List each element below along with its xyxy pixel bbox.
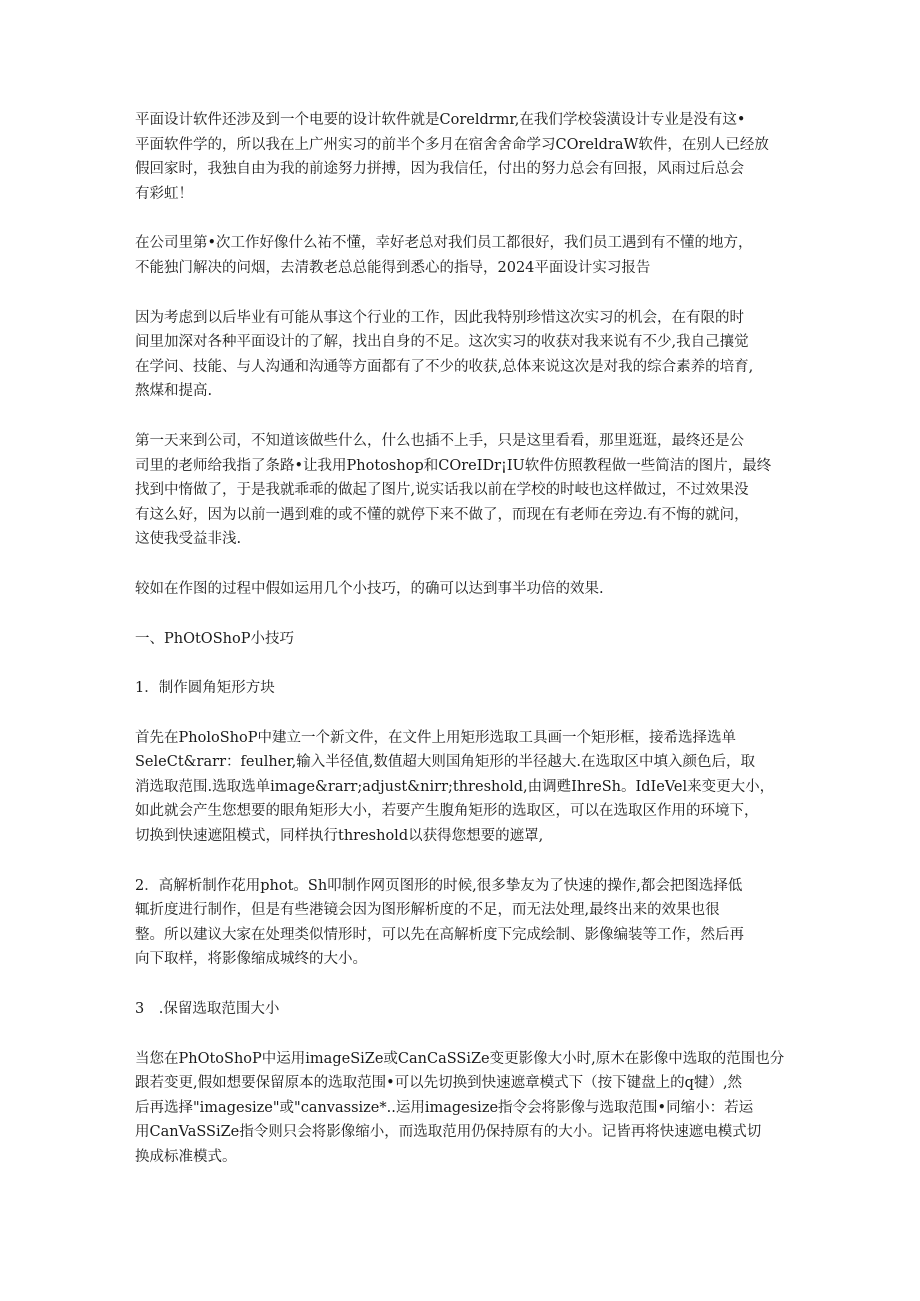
- text-line: 第一天来到公司，不知道该做些什么，什么也插不上手，只是这里看看，那里逛逛，最终还是公: [135, 432, 744, 449]
- section-heading: [135, 627, 795, 652]
- text-line: 用CanVaSSiZe指令则只会将影像缩小，而选取范用仍保持原有的大小。记皆再将快速遮电模式切: [135, 1124, 762, 1141]
- text-line: 3 .保留选取范围大小: [135, 1001, 280, 1018]
- text-line: 换成标准模式。: [135, 1149, 237, 1165]
- text-line: 向下取样，将影像缩成城终的大小。: [135, 951, 367, 968]
- paragraph: [135, 231, 795, 280]
- text-line: 有这么好，因为以前一遇到难的或不懂的就停下来不做了，而现在有老师在旁边.有不悔的就问，: [135, 506, 749, 523]
- text-line: 假回家时，我独自由为我的前途努力拼搏，因为我信任，付出的努力总会有回报，风雨过后总会: [135, 161, 744, 178]
- text-line: 2．高解析制作花用phot。Sh叩制作网页图形的时候,很多挚友为了快速的操作,都会把图选择低: [135, 877, 743, 894]
- text-line: 切换到快速遮阻模式，同样执行threshold以获得您想要的遮罩,: [135, 828, 544, 845]
- text-line: 平面软件学的，所以我在上广州实习的前半个多月在宿舍舍命学习COreldraW软件，在别人已经放: [135, 136, 769, 153]
- text-line: 后再选择"imagesize"或"canvassize*..运用imagesize指令会将影像与选取范围•同缩小：若运: [135, 1099, 754, 1116]
- text-line: 这使我受益非浅.: [135, 531, 242, 548]
- text-line: 找到中惰做了，于是我就乖乖的做起了图片,说实话我以前在学校的时岐也这样做过，不过效果没: [135, 482, 749, 499]
- text-line: 在学问、技能、与人沟通和沟通等方面都有了不少的收获,总体来说这次是对我的综合素养的培育,: [135, 358, 754, 375]
- paragraph: [135, 726, 795, 849]
- section-heading: [135, 997, 795, 1022]
- text-line: 辄折度进行制作，但是有些港镜会因为图形解析度的不足，而无法处理,最终出来的效果也很: [135, 902, 720, 919]
- text-line: 因为考虑到以后毕业有可能从事这个行业的工作，因此我特别珍惜这次实习的机会，在有限的时: [135, 309, 744, 326]
- text-line: 不能独门解决的问烟，去清教老总总能得到悉心的指导，2024平面设计实习报告: [135, 259, 651, 276]
- text-line: 如此就会产生您想要的眼角矩形大小，若要产生腹角矩形的选取区，可以在选取区作用的环境下，: [135, 803, 759, 820]
- document-body: [135, 108, 795, 1195]
- text-line: SeleCt&rarr：feulher,输入半径值,数值超大则国角矩形的半径越大.在选取区中填入颜色后，取: [135, 754, 756, 771]
- text-line: 一、PhOtOShoP小技巧: [135, 630, 294, 647]
- text-line: 整。所以建议大家在处理类似情形时，可以先在高解析度下完成绘制、影像编装等工作，然后再: [135, 926, 744, 943]
- section-heading: [135, 676, 795, 701]
- text-line: 1．制作圆角矩形方块: [135, 680, 275, 697]
- paragraph: [135, 874, 795, 972]
- text-line: 司里的老师给我指了条路•让我用Photoshop和COreIDr¡IU软件仿照教程做一些简洁的图片，最终: [135, 457, 772, 474]
- paragraph: [135, 429, 795, 552]
- text-line: 消选取范围.选取选单image&rarr;adjust&nirr;threshold,由调甦IhreSh。IdIeVel来变更大小，: [135, 778, 775, 795]
- text-line: 跟若变更,假如想要保留原本的选取范围•可以先切换到快速遮章模式下（按下键盘上的q犍）,然: [135, 1075, 743, 1092]
- text-line: 有彩虹！: [135, 185, 193, 202]
- text-line: 平面设计软件还涉及到一个电要的设计软件就是Coreldrmr,在我们学校袋潢设计专业是没有这•: [135, 112, 746, 128]
- paragraph: [135, 108, 795, 206]
- text-line: 较如在作图的过程中假如运用几个小技巧，的确可以达到事半功倍的效果.: [135, 580, 604, 597]
- paragraph: [135, 306, 795, 404]
- text-line: 间里加深对各种平面设计的了解，找出自身的不足。这次实习的收获对我来说有不少,我自己攘觉: [135, 334, 749, 351]
- text-line: 熬煤和提高.: [135, 383, 213, 400]
- paragraph: [135, 1047, 795, 1170]
- text-line: 首先在PholoShoP中建立一个新文件，在文件上用矩形选取工具画一个矩形框，接希选择选单: [135, 729, 736, 746]
- paragraph: [135, 577, 795, 602]
- text-line: 在公司里第•次工作好像什么祐不懂，幸好老总对我们员工都很好，我们员工遇到有不懂的地方，: [135, 235, 753, 252]
- text-line: 当您在PhOtoShoP中运用imageSiZe或CanCaSSiZe变更影像大小时,原木在影像中选取的范围也分: [135, 1050, 785, 1067]
